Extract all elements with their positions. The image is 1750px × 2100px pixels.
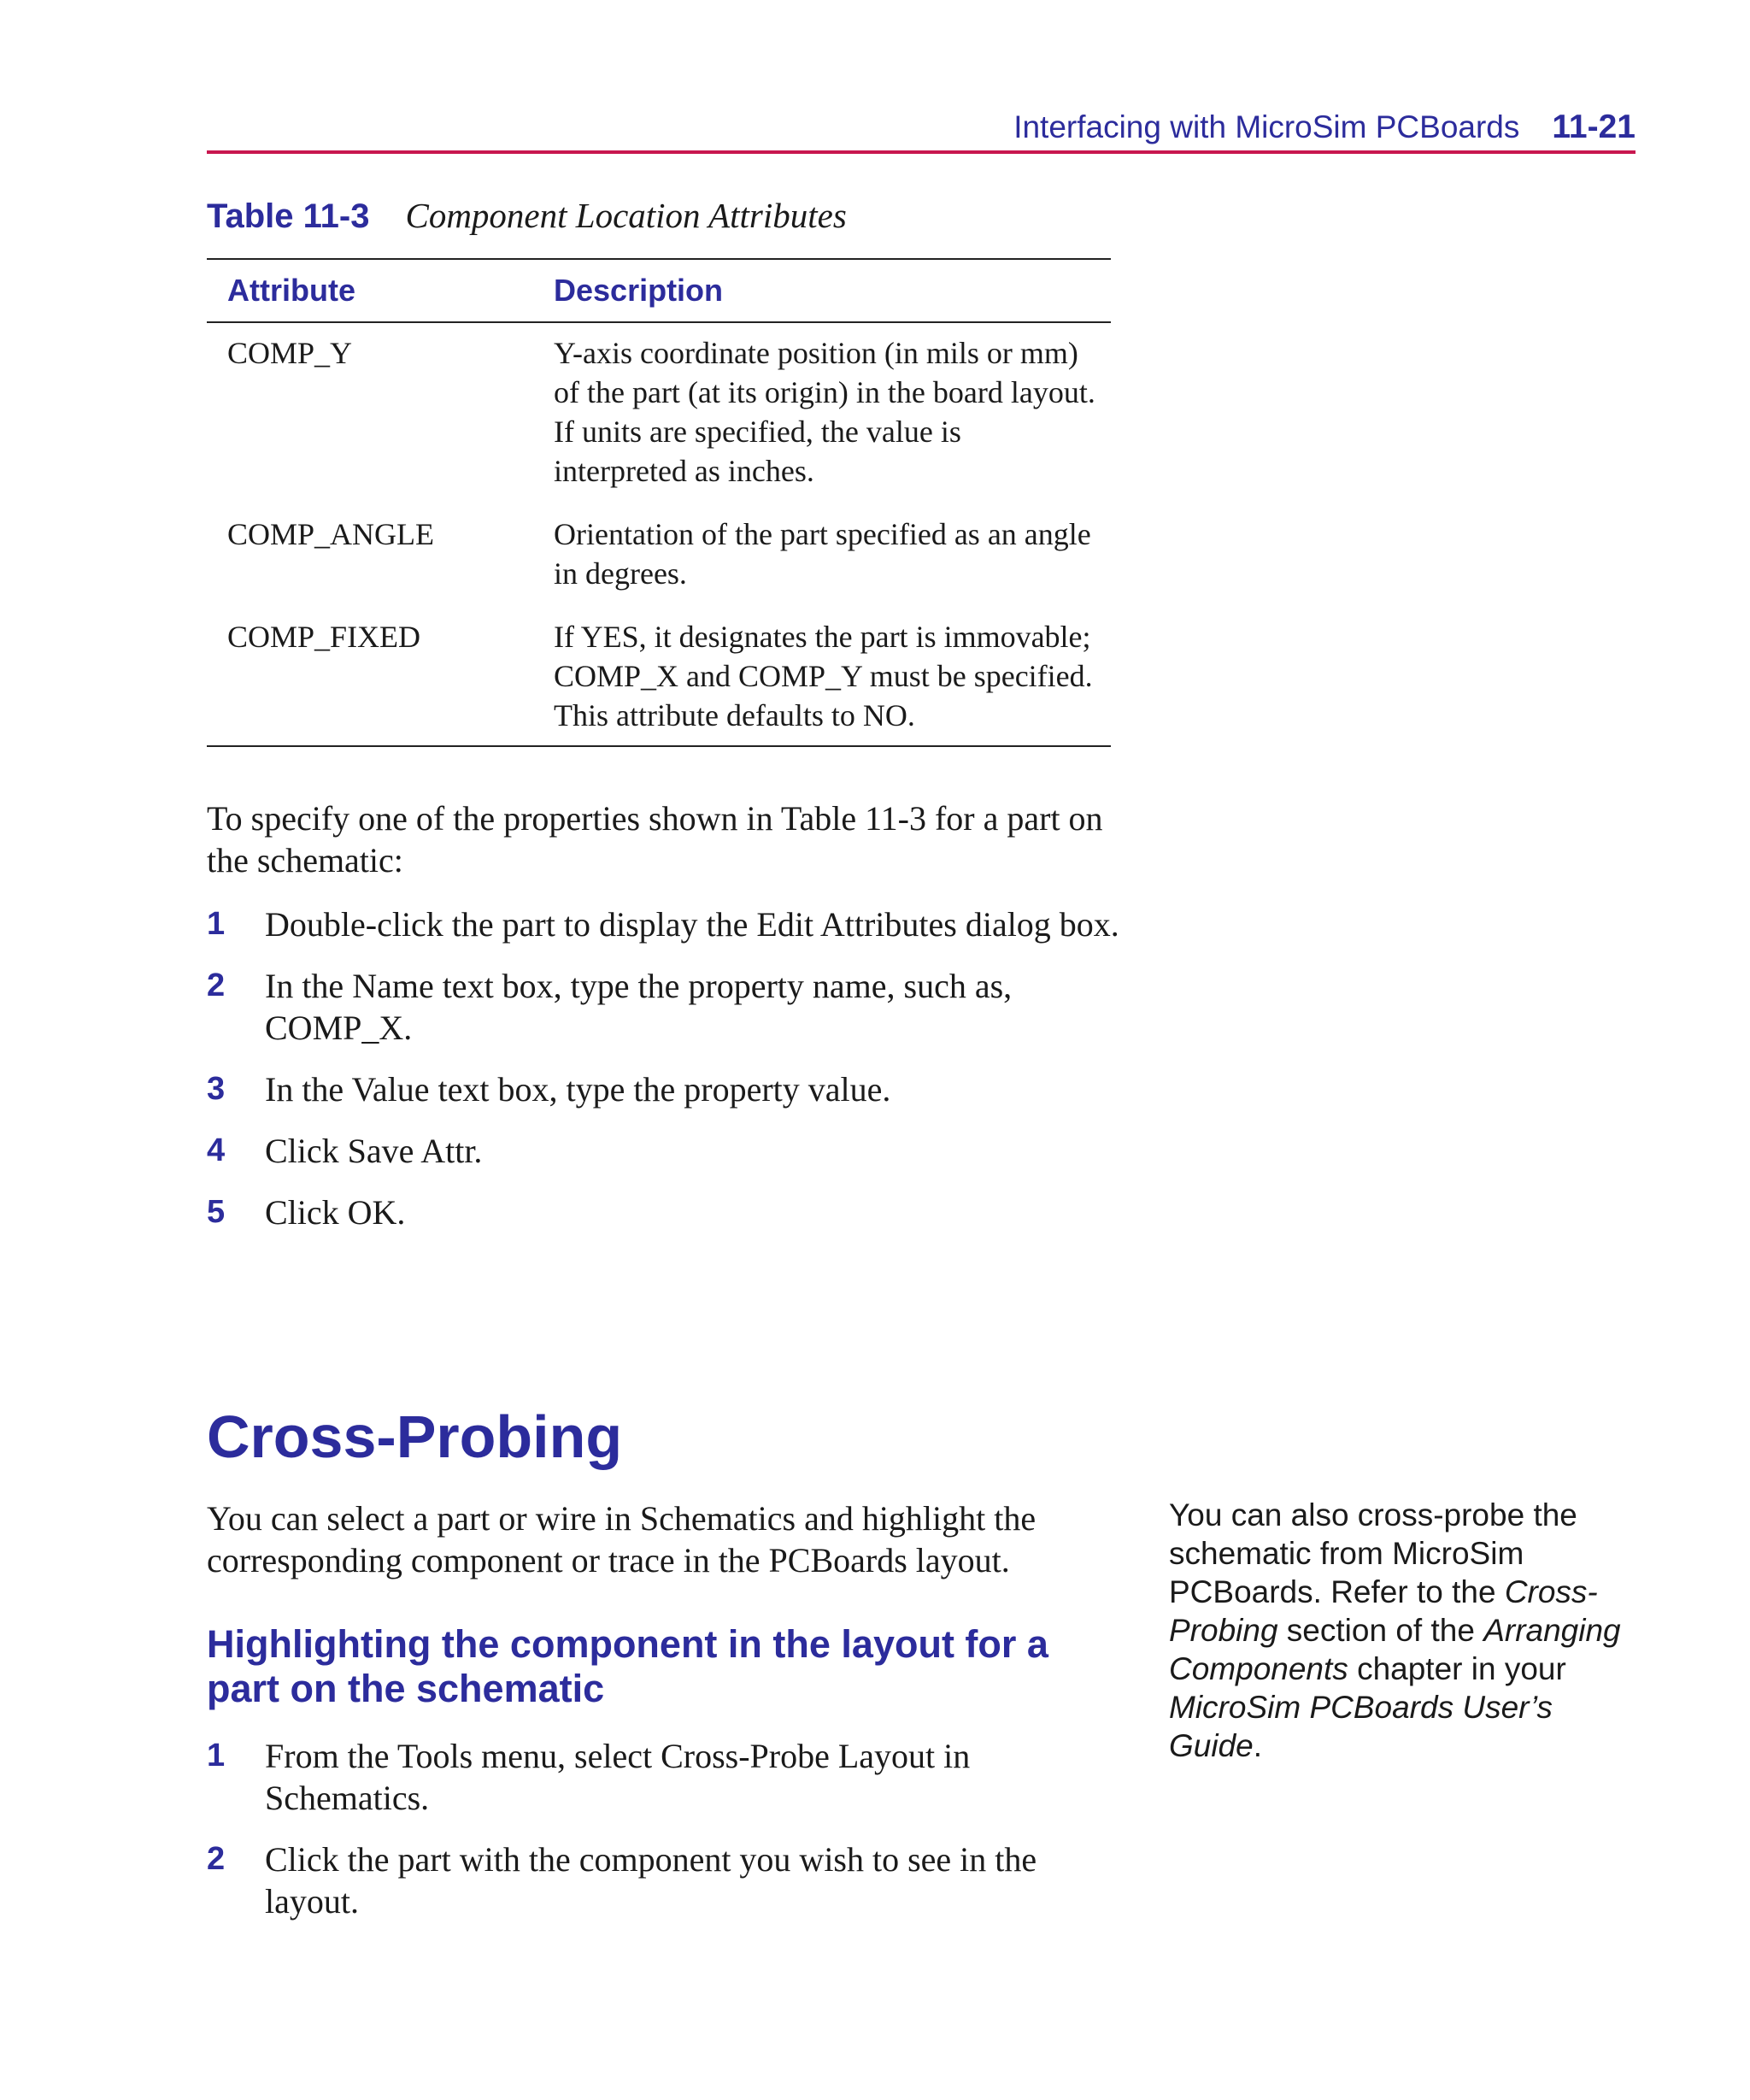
section-heading: Cross-Probing: [207, 1403, 623, 1470]
step-number: 4: [207, 1132, 226, 1168]
list-item: [207, 1130, 1130, 1172]
column-header-description: Description: [533, 259, 1111, 322]
table-caption: [207, 191, 847, 240]
section-paragraph: You can select a part or wire in Schematics and highlight the corresponding component or trace in the PCBoards layout.: [207, 1499, 1036, 1579]
step-number: 1: [207, 1738, 226, 1774]
list-item: [207, 965, 1130, 1049]
list-item: [207, 1735, 1130, 1819]
intro-paragraph: To specify one of the properties shown in Table 11-3 for a part on the schematic:: [207, 799, 1103, 879]
note-text: .: [1253, 1728, 1263, 1763]
table-number: Table 11-3: [207, 197, 370, 235]
note-reference-section: Cross-Probing: [1169, 1574, 1598, 1648]
description-cell: Y-axis coordinate position (in mils or mm) of the part (at its origin) in the board layout. If units are specified, the value is interpreted as inches.: [554, 336, 1095, 488]
step-number: 3: [207, 1071, 226, 1107]
page-number: 11-21: [1552, 109, 1635, 145]
table-row: [207, 515, 1111, 617]
running-header: [207, 104, 1635, 150]
header-rule: [207, 150, 1635, 154]
step-number: 5: [207, 1194, 226, 1230]
step-text: Double-click the part to display the Edit Attributes dialog box.: [265, 905, 1119, 944]
step-text: Click OK.: [265, 1193, 406, 1232]
component-location-attributes-table: [207, 258, 1111, 747]
step-text: From the Tools menu, select Cross-Probe Layout in Schematics.: [265, 1737, 971, 1817]
step-number: 2: [207, 1841, 226, 1877]
step-text: Click the part with the component you wish to see in the layout.: [265, 1840, 1037, 1921]
chapter-title: Interfacing with MicroSim PCBoards: [1013, 109, 1520, 144]
attribute-cell: COMP_Y: [227, 336, 353, 370]
step-text: In the Value text box, type the property value.: [265, 1070, 891, 1109]
list-item: [207, 1068, 1130, 1110]
step-number: 2: [207, 968, 226, 1003]
step-text: In the Name text box, type the property name, such as, COMP_X.: [265, 967, 1013, 1047]
list-item: [207, 1191, 1130, 1233]
list-item: [207, 1838, 1130, 1922]
step-text: Click Save Attr.: [265, 1132, 483, 1170]
list-item: [207, 903, 1130, 945]
note-text: chapter in your: [1348, 1651, 1566, 1686]
table-header-row: [207, 259, 1111, 322]
description-cell: Orientation of the part specified as an angle in degrees.: [554, 517, 1091, 591]
subsection-heading: Highlighting the component in the layout for a part on the schematic: [207, 1622, 1048, 1710]
note-text: section of the: [1277, 1613, 1484, 1648]
step-number: 1: [207, 906, 226, 942]
note-text: You can also cross-probe the schematic from MicroSim PCBoards. Refer to the: [1169, 1497, 1577, 1609]
note-reference-chapter: Arranging Components: [1169, 1613, 1621, 1686]
note-reference-book: MicroSim PCBoards User’s Guide: [1169, 1690, 1553, 1763]
attribute-cell: COMP_FIXED: [207, 617, 533, 746]
attribute-cell: COMP_ANGLE: [227, 517, 435, 551]
table-title: Component Location Attributes: [405, 196, 847, 235]
margin-note: [1169, 1496, 1647, 1765]
table-row: [207, 322, 1111, 515]
description-cell: If YES, it designates the part is immovable; COMP_X and COMP_Y must be specified. This attribute defaults to NO.: [533, 617, 1111, 746]
column-header-attribute: Attribute: [207, 259, 533, 322]
attribute-steps-list: [207, 903, 1130, 1253]
cross-probe-steps-list: [207, 1735, 1130, 1942]
table-row: [207, 617, 1111, 746]
